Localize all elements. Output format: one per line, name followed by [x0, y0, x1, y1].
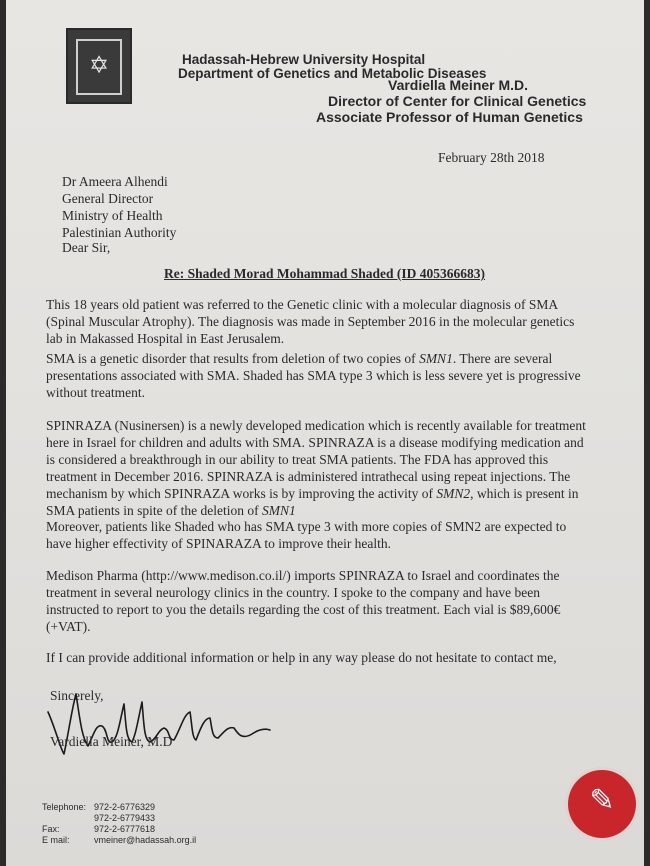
line: treatment in December 2016. SPINRAZA is administered intrathecal using repeat injections. The — [46, 469, 571, 484]
paragraph-2: SMA is a genetic disorder that results from deletion of two copies of SMN1. There are several presentations associated with SMA. Shaded has SMA type 3 which is less severe yet is progressive without treatment. — [46, 351, 606, 402]
letter-page — [6, 0, 644, 866]
telephone-1: 972-2-6776329 — [94, 802, 156, 812]
telephone-2: 972-2-6779433 — [94, 813, 156, 823]
doctor-name: Vardiella Meiner M.D. — [388, 77, 529, 93]
line: here in Israel for children and adults with SMA. SPINRAZA is a disease modifying medication and — [46, 435, 584, 450]
line: This 18 years old patient was referred to the Genetic clinic with a molecular diagnosis of SMA — [46, 297, 559, 312]
line: treatment in several neurology clinics in the country. I spoke to the company and have been — [46, 585, 540, 600]
recipient-address — [62, 174, 176, 242]
paragraph-1 — [46, 297, 606, 348]
hospital-logo — [66, 28, 132, 104]
line: Moreover, patients like Shaded who has SMA type 3 with more copies of SMN2 are expected to — [46, 519, 567, 534]
recipient-authority: Palestinian Authority — [62, 225, 177, 240]
paragraph-4 — [46, 519, 606, 553]
letter-date: February 28th 2018 — [438, 150, 545, 165]
paragraph-5 — [46, 568, 606, 636]
line: Medison Pharma (http://www.medison.co.il/) imports SPINRAZA to Israel and coordinates the — [46, 568, 560, 583]
fax-label: Fax: — [42, 824, 60, 834]
gene-name: SMN2 — [436, 486, 471, 501]
fax-number: 972-2-6777618 — [94, 824, 156, 834]
recipient-name: Dr Ameera Alhendi — [62, 174, 168, 189]
gene-name: SMN1 — [261, 503, 296, 518]
doctor-title-2: Associate Professor of Human Genetics — [316, 109, 583, 125]
line: (Spinal Muscular Atrophy). The diagnosis was made in September 2016 in the molecular genetics — [46, 314, 575, 329]
hospital-name: Hadassah-Hebrew University Hospital — [182, 52, 426, 67]
paragraph-3: SPINRAZA (Nusinersen) is a newly developed medication which is recently available for treatment here in Israel for children and adults with SMA. SPINRAZA is a disease modifying medication and is considered a breakthrough in our ability to treat SMA patients. The FDA has approved this treatment in December 2016. SPINRAZA is administered intrathecal using repeat injections. The mechanism by which SPINRAZA works is by improving the activity of SMN2, which is present in SMA patients in spite of the deletion of SMN1 — [46, 418, 606, 520]
line: instructed to report to you the details regarding the cost of this treatment. Each vial is $89,600€ — [46, 602, 561, 617]
doctor-title-1: Director of Center for Clinical Genetics — [328, 93, 587, 109]
closing: Sincerely, — [50, 688, 104, 703]
salutation: Dear Sir, — [62, 240, 111, 255]
paragraph-6: If I can provide additional information or help in any way please do not hesitate to contact me, — [46, 650, 557, 665]
department-name: Department of Genetics and Metabolic Diseases — [178, 66, 487, 81]
email-address: vmeiner@hadassah.org.il — [94, 835, 197, 845]
subject-line: Re: Shaded Morad Mohammad Shaded (ID 405366683) — [164, 266, 486, 281]
telephone-label: Telephone: — [42, 802, 87, 812]
star-of-david-icon: ✡ — [88, 51, 110, 79]
email-label: E mail: — [42, 835, 70, 845]
signature-name: Vardiella Meiner, M.D — [50, 734, 173, 749]
recipient-ministry: Ministry of Health — [62, 208, 163, 223]
line: without treatment. — [46, 385, 145, 400]
line: (+VAT). — [46, 619, 91, 634]
line: have higher effectivity of SPINARAZA to improve their health. — [46, 536, 392, 551]
news-agency-logo-icon: ✎ — [568, 770, 636, 838]
gene-name: SMN1 — [419, 351, 453, 366]
recipient-title: General Director — [62, 191, 154, 206]
line: is considered a breakthrough in our ability to treat SMA patients. The FDA has approved this — [46, 452, 549, 467]
line: presentations associated with SMA. Shaded has SMA type 3 which is less severe yet is progressive — [46, 368, 581, 383]
line: lab in Makassed Hospital in East Jerusalem. — [46, 331, 285, 346]
line: SPINRAZA (Nusinersen) is a newly developed medication which is recently available for treatment — [46, 418, 586, 433]
